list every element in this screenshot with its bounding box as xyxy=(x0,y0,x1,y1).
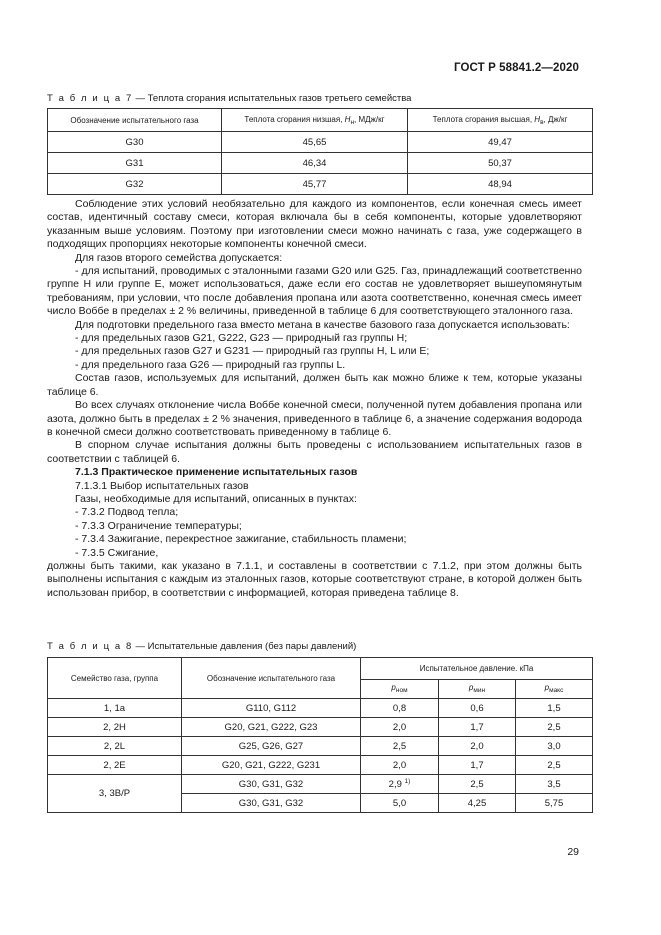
table7-col-lower-sub: н xyxy=(350,118,355,126)
table-cell: 5,0 xyxy=(361,794,439,813)
table-cell: 49,47 xyxy=(408,132,593,153)
table-cell: G20, G21, G222, G231 xyxy=(182,756,361,775)
table7-col-higher-sub: в xyxy=(540,118,544,126)
table-cell: 1,7 xyxy=(439,718,516,737)
table-row xyxy=(48,174,593,195)
p-nom-sub: ном xyxy=(395,687,408,695)
p-symbol: p xyxy=(391,683,396,693)
table-cell: G110, G112 xyxy=(182,699,361,718)
table-cell: 0,6 xyxy=(439,699,516,718)
table-cell: G30, G31, G32 xyxy=(182,775,361,794)
p-max-sub: макс xyxy=(549,687,564,695)
table-cell: 2,5 xyxy=(516,756,593,775)
footnote-mark: 1) xyxy=(404,778,411,785)
table-cell: G31 xyxy=(48,153,222,174)
table8-caption-text: — Испытательные давления (без пары давлений) xyxy=(132,641,357,652)
table7-col-lower-post: , МДж/кг xyxy=(354,114,385,124)
table8-header-row xyxy=(48,658,593,680)
table8-col-family: Семейство газа, группа xyxy=(48,658,182,699)
table7-col-lower-pre: Теплота сгорания низшая, xyxy=(244,114,345,124)
table-cell: 1,7 xyxy=(439,756,516,775)
table8-col-p-max xyxy=(516,679,593,698)
table7-col-higher-heat xyxy=(408,109,593,132)
table-cell: 45,65 xyxy=(222,132,408,153)
table7-col-higher-pre: Теплота сгорания высшая, xyxy=(432,114,535,124)
subsection-heading: 7.1.3.1 Выбор испытательных газов xyxy=(75,479,249,492)
table-cell: 0,8 xyxy=(361,699,439,718)
table7-col-gas: Обозначение испытательного газа xyxy=(48,109,222,132)
table8 xyxy=(47,657,593,813)
paragraph: - для испытаний, проводимых с эталонными газами G20 или G25. Газ, принадлежащий соответственно группе H или группе E, может использоваться, даже если его состав не удовлетворяет вышеупомянутым требованиям, при условии, что после добавления пропана или азота соответственно, конечная смесь имеет число Воббе в пределах ± 2 % величины, приведенной в таблице 6 для соответствующего эталонного газа. xyxy=(47,265,582,318)
section-heading: 7.1.3 Практическое применение испытательных газов xyxy=(75,466,358,479)
table8-caption xyxy=(47,641,356,652)
table-cell: 2, 2H xyxy=(48,718,182,737)
table-cell: 1,5 xyxy=(516,699,593,718)
table8-col-pressure: Испытательное давление. кПа xyxy=(361,658,593,680)
table-cell: 2,0 xyxy=(361,718,439,737)
table-cell: 2, 2L xyxy=(48,737,182,756)
table-row xyxy=(48,718,593,737)
table-row xyxy=(48,756,593,775)
paragraph: Соблюдение этих условий необязательно для каждого из компонентов, если конечная смесь имеет состав, идентичный составу смеси, которая включала бы в себя компоненты, которые удовлетворяют указанным выше условиям. Поэтому при изготовлении смеси можно начинать с газа, уже содержащего в подходящих пропорциях некоторые компоненты конечной смеси. xyxy=(47,198,582,251)
table-cell: 2,0 xyxy=(439,737,516,756)
p-min-sub: мин xyxy=(473,687,486,695)
table-row xyxy=(48,737,593,756)
table-row xyxy=(48,699,593,718)
list-item: - 7.3.3 Ограничение температуры; xyxy=(75,519,242,532)
table7-col-higher-sym: H xyxy=(534,114,541,124)
nom-value: 2,9 xyxy=(388,779,402,790)
table-cell: 4,25 xyxy=(439,794,516,813)
list-item: - для предельных газов G21, G222, G23 — природный газ группы H; xyxy=(75,332,408,345)
list-item: - 7.3.4 Зажигание, перекрестное зажигание, стабильность пламени; xyxy=(75,533,407,546)
table-row xyxy=(48,153,593,174)
list-item: - для предельного газа G26 — природный газ группы L. xyxy=(75,358,346,371)
list-item: - 7.3.2 Подвод тепла; xyxy=(75,506,179,519)
table7-col-lower-heat xyxy=(222,109,408,132)
list-item: - для предельных газов G27 и G231 — природный газ группы H, L или E; xyxy=(75,345,430,358)
table-cell: 45,77 xyxy=(222,174,408,195)
paragraph: Во всех случаях отклонение числа Воббе конечной смеси, полученной путем добавления пропана или азота, должно быть в пределах ± 2 % значения, приведенного в таблице 6, а значение содержания водорода в конечной смеси должно соответствовать приведенному в таблице 6. xyxy=(47,399,582,438)
table-cell: 2,5 xyxy=(439,775,516,794)
table-row xyxy=(48,775,593,794)
table7-col-higher-post: , Дж/кг xyxy=(543,114,568,124)
table7-col-lower-sym: H xyxy=(344,114,351,124)
p-symbol: p xyxy=(544,683,550,693)
body-text xyxy=(47,198,582,600)
table-cell: G32 xyxy=(48,174,222,195)
table7-caption-label: Т а б л и ц а 7 xyxy=(47,93,133,104)
table8-col-p-min xyxy=(439,679,516,698)
table-cell: 3,5 xyxy=(516,775,593,794)
paragraph: Состав газов, используемых для испытаний, должен быть как можно ближе к тем, которые указаны таблице 6. xyxy=(47,372,582,398)
table8-col-p-nom xyxy=(361,679,439,698)
list-item: - 7.3.5 Сжигание, xyxy=(75,546,159,559)
table-cell: 2,0 xyxy=(361,756,439,775)
paragraph: В спорном случае испытания должны быть проведены с использованием испытательных газов в соответствии с таблицей 6. xyxy=(47,439,582,465)
paragraph: Для газов второго семейства допускается: xyxy=(75,251,283,264)
table-cell: G20, G21, G222, G23 xyxy=(182,718,361,737)
table8-caption-label: Т а б л и ц а 8 xyxy=(47,641,133,652)
document-id: ГОСТ Р 58841.2—2020 xyxy=(454,62,579,74)
table-cell: G30 xyxy=(48,132,222,153)
p-symbol: p xyxy=(468,683,474,693)
table-cell: 3,0 xyxy=(516,737,593,756)
table-cell: 48,94 xyxy=(408,174,593,195)
table-cell: G25, G26, G27 xyxy=(182,737,361,756)
paragraph: Газы, необходимые для испытаний, описанных в пунктах: xyxy=(75,492,357,505)
table7-caption xyxy=(47,93,411,104)
table7-caption-text: — Теплота сгорания испытательных газов третьего семейства xyxy=(132,93,412,104)
table-cell: 46,34 xyxy=(222,153,408,174)
table-cell xyxy=(361,775,439,794)
table-cell: 2, 2E xyxy=(48,756,182,775)
table-cell: 3, 3B/P xyxy=(48,775,182,813)
table-cell: 1, 1a xyxy=(48,699,182,718)
table-cell: 2,5 xyxy=(361,737,439,756)
table-cell: 50,37 xyxy=(408,153,593,174)
table-cell: 5,75 xyxy=(516,794,593,813)
table-row xyxy=(48,132,593,153)
page-number: 29 xyxy=(567,846,579,858)
table-cell: 2,5 xyxy=(516,718,593,737)
paragraph: должны быть такими, как указано в 7.1.1, и составлены в соответствии с 7.1.2, при этом должны быть выполнены испытания с каждым из эталонных газов, которые соответствуют стране, в которой должен быть использован прибор, в соответствии с информацией, которая приведена таблице 8. xyxy=(47,559,582,599)
table8-col-gas: Обозначение испытательного газа xyxy=(182,658,361,699)
table7 xyxy=(47,108,593,195)
table7-header-row xyxy=(48,109,593,132)
paragraph: Для подготовки предельного газа вместо метана в качестве базового газа допускается использовать: xyxy=(75,318,570,331)
table-cell: G30, G31, G32 xyxy=(182,794,361,813)
